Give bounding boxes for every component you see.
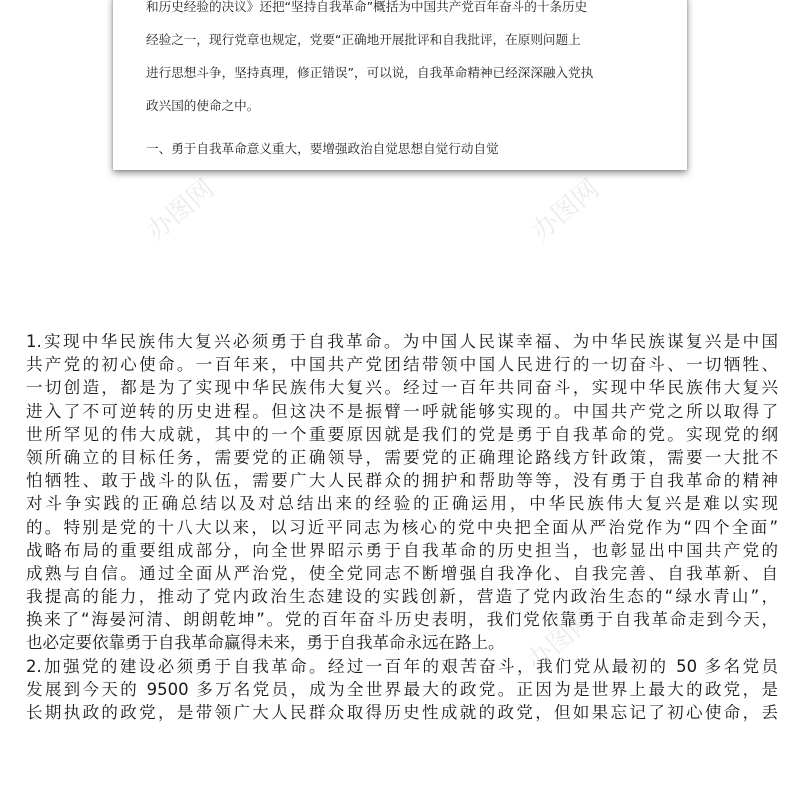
preview-line: 进行思想斗争，坚持真理，修正错误”，可以说，自我革命精神已经深深融入党执 [146, 65, 594, 80]
preview-heading: 一、勇于自我革命意义重大，要增强政治自觉思想自觉行动自觉 [146, 141, 499, 156]
body-line: 怕牺牲、敢于战斗的队伍，需要广大人民群众的拥护和帮助等等，没有勇于自我革命的精神 [26, 471, 778, 491]
body-line: 发展到今天的 9500 多万名党员，成为全世界最大的政党。正因为是世界上最大的政党，是 [26, 679, 778, 699]
body-line: 2.加强党的建设必须勇于自我革命。经过一百年的艰苦奋斗，我们党从最初的 50 多名党员 [26, 656, 778, 676]
watermark: 办图网 [521, 603, 601, 677]
preview-line: 政兴国的使命之中。 [146, 98, 260, 113]
body-line: 世所罕见的伟大成就，其中的一个重要原因就是我们的党是勇于自我革命的党。实现党的纲 [26, 424, 778, 444]
body-line: 领所确立的目标任务，需要党的正确领导，需要党的正确理论路线方针政策，需要一大批不 [26, 447, 778, 467]
body-line: 换来了“海晏河清、朗朗乾坤”。党的百年奋斗历史表明，我们党依靠勇于自我革命走到今天， [26, 610, 778, 630]
body-line: 的。特别是党的十八大以来，以习近平同志为核心的党中央把全面从严治党作为“四个全面” [26, 517, 778, 537]
body-line: 也必定要依靠勇于自我革命赢得未来，勇于自我革命永远在路上。 [26, 633, 505, 653]
body-line: 我提高的能力，推动了党内政治生态建设的实践创新，营造了党内政治生态的“绿水青山”， [26, 587, 778, 607]
body-line: 成熟与自信。通过全面从严治党，使全党同志不断增强自我净化、自我完善、自我革新、自 [26, 563, 778, 583]
watermark: 办图网 [526, 173, 606, 247]
body-line: 战略布局的重要组成部分，向全世界昭示勇于自我革命的历史担当，也彰显出中国共产党的 [26, 540, 778, 560]
body-line: 1.实现中华民族伟大复兴必须勇于自我革命。为中国人民谋幸福、为中华民族谋复兴是中国 [26, 332, 778, 351]
preview-line: 和历史经验的决议》还把“坚持自我革命”概括为中国共产党百年奋斗的十条历史 [146, 0, 588, 14]
body-line: 进入了不可逆转的历史进程。但这决不是振臂一呼就能够实现的。中国共产党之所以取得了 [26, 401, 778, 421]
body-line: 共产党的初心使命。一百年来，中国共产党团结带领中国人民进行的一切奋斗、一切牺牲、 [26, 355, 778, 375]
body-line: 对斗争实践的正确总结以及对总结出来的经验的正确运用，中华民族伟大复兴是难以实现 [26, 494, 778, 514]
body-line: 一切创造，都是为了实现中华民族伟大复兴。经过一百年共同奋斗，实现中华民族伟大复兴 [26, 378, 778, 398]
preview-line: 经验之一，现行党章也规定，党要“正确地开展批评和自我批评，在原则问题上 [146, 32, 581, 47]
body-line: 长期执政的政党，是带领广大人民群众取得历史性成就的政党，但如果忘记了初心使命，丢 [26, 703, 778, 722]
article-body [26, 330, 778, 724]
watermark: 办图网 [141, 173, 221, 247]
document-preview-card [113, 0, 687, 170]
